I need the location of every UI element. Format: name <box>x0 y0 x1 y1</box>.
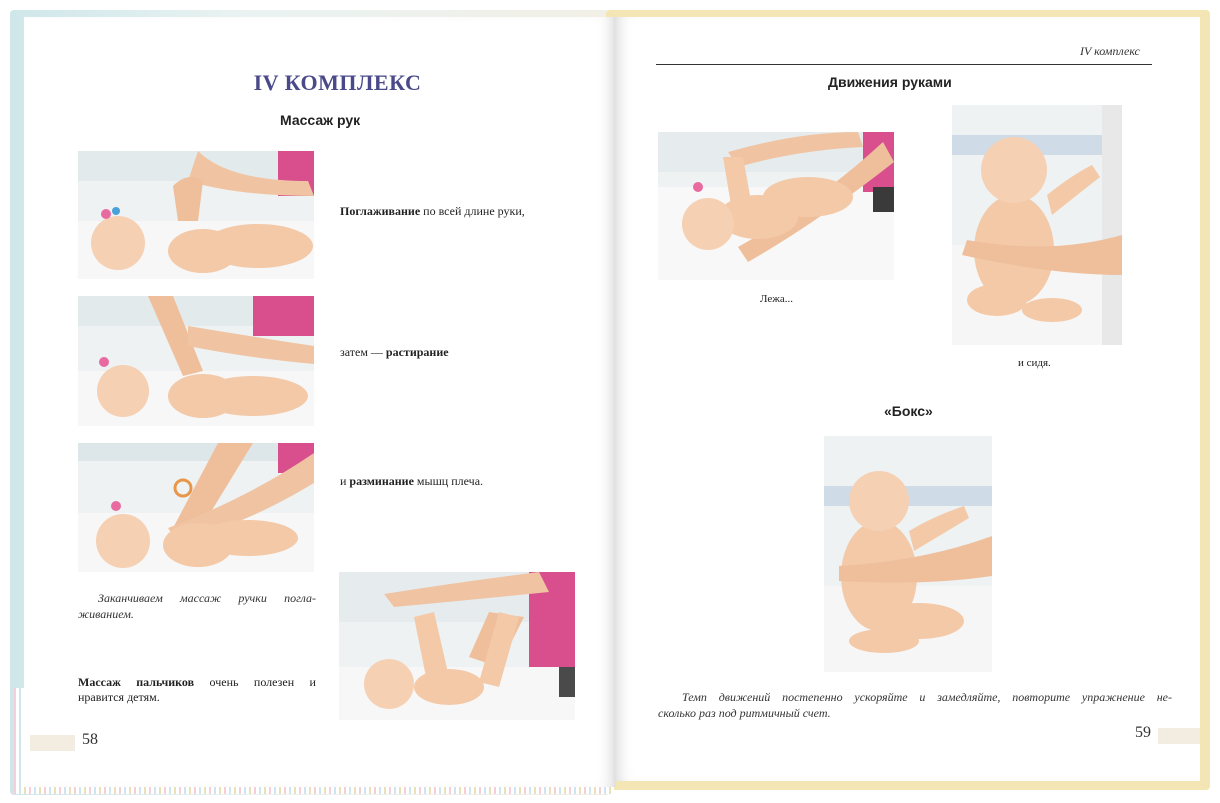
page-number-bg-right <box>1158 728 1200 744</box>
page-number-bg-left <box>30 735 75 751</box>
photo-finger-massage <box>339 572 575 720</box>
page-number-right: 59 <box>1135 724 1151 741</box>
caption-stroking: Поглаживание по всей длине руки, <box>340 204 525 218</box>
header-rule <box>656 64 1152 65</box>
photo-stroking <box>78 151 314 279</box>
finger-massage-line1: Массаж пальчиков очень полезен и <box>78 675 316 689</box>
photo-kneading <box>78 443 314 572</box>
photo-rubbing <box>78 296 314 426</box>
caption-sitting: и сидя. <box>1018 357 1051 369</box>
photo-lying <box>658 132 894 280</box>
caption-rubbing: затем — растирание <box>340 345 449 359</box>
section-subtitle-hands: Движения руками <box>828 74 952 90</box>
running-header: IV комплекс <box>1080 44 1140 58</box>
page-number-left: 58 <box>82 731 98 748</box>
photo-boxing <box>824 436 992 672</box>
closing-text-line2: живанием. <box>78 607 134 621</box>
section-subtitle-box: «Бокс» <box>884 403 933 419</box>
section-subtitle: Массаж рук <box>280 112 361 128</box>
page-title: IV КОМПЛЕКС <box>253 70 422 95</box>
finger-massage-line2: нравится детям. <box>78 690 160 704</box>
closing-instruction-line1: Темп движений постепенно ускоряйте и замедляйте, повторите упражнение не- <box>682 690 1172 704</box>
caption-kneading: и разминание мышц плеча. <box>340 474 484 488</box>
photo-sitting <box>952 105 1122 345</box>
closing-text-line1: Заканчиваем массаж ручки погла- <box>98 591 316 605</box>
caption-lying: Лежа... <box>760 293 793 305</box>
closing-instruction-line2: сколько раз под ритмичный счет. <box>658 706 831 720</box>
